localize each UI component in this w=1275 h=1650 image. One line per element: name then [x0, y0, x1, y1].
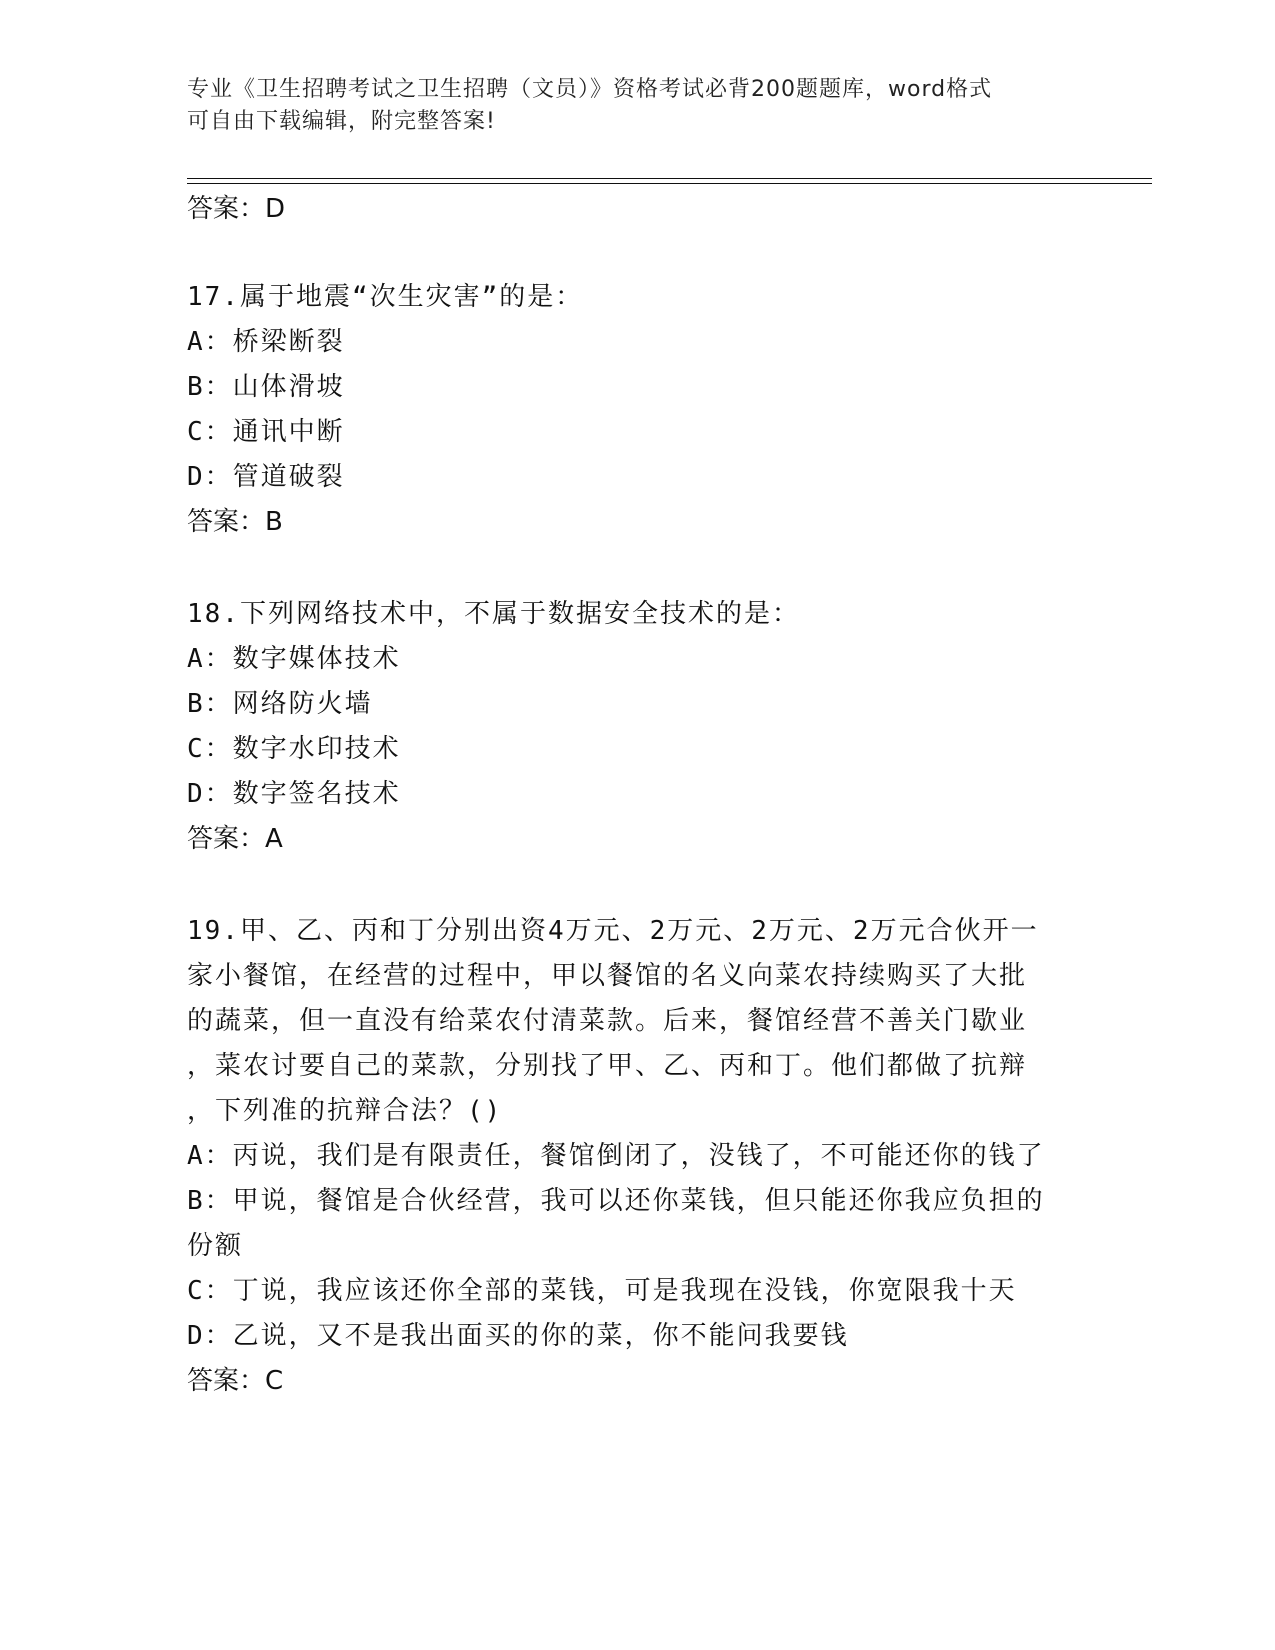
question-line: ，下列准的抗辩合法？() [187, 1096, 503, 1126]
header-line-1: 专业《卫生招聘考试之卫生招聘（文员）》资格考试必背200题题库，word格式 [187, 77, 993, 102]
question-text [187, 592, 1087, 637]
question-block [187, 275, 1087, 544]
option-a: A：桥梁断裂 [187, 327, 345, 357]
question-line: 19.甲、乙、丙和丁分别出资4万元、2万元、2万元、2万元合伙开一 [187, 916, 1039, 946]
answer: 答案：A [187, 824, 283, 854]
spacer [187, 231, 1087, 275]
option-d: D：数字签名技术 [187, 779, 401, 809]
document-header [187, 74, 1067, 138]
spacer [187, 861, 1087, 909]
header-divider-bottom [187, 183, 1152, 184]
question-line: 的蔬菜，但一直没有给菜农付清菜款。后来，餐馆经营不善关门歇业 [187, 1006, 1028, 1036]
option-c: C：数字水印技术 [187, 734, 401, 764]
question-line: 家小餐馆，在经营的过程中，甲以餐馆的名义向菜农持续购买了大批 [187, 961, 1028, 991]
question-text [187, 909, 1087, 1134]
option-c: C：通讯中断 [187, 417, 345, 447]
previous-answer: 答案：D [187, 194, 286, 224]
option-c: C：丁说，我应该还你全部的菜钱，可是我现在没钱，你宽限我十天 [187, 1276, 1017, 1306]
option-a: A：丙说，我们是有限责任，餐馆倒闭了，没钱了，不可能还你的钱了 [187, 1141, 1045, 1171]
question-line: 17.属于地震“次生灾害”的是： [187, 282, 584, 312]
option-d: D：管道破裂 [187, 462, 345, 492]
question-block [187, 592, 1087, 861]
header-divider-top [187, 178, 1152, 179]
header-line-2: 可自由下载编辑，附完整答案! [187, 109, 496, 134]
question-text [187, 275, 1087, 320]
answer: 答案：B [187, 507, 283, 537]
question-line: ，菜农讨要自己的菜款，分别找了甲、乙、丙和丁。他们都做了抗辩 [187, 1051, 1028, 1081]
spacer [187, 544, 1087, 592]
question-list [187, 187, 1087, 1403]
option-b: B：网络防火墙 [187, 689, 373, 719]
option-b: B：甲说，餐馆是合伙经营，我可以还你菜钱，但只能还你我应负担的 [187, 1186, 1045, 1216]
answer: 答案：C [187, 1366, 284, 1396]
option-d: D：乙说，又不是我出面买的你的菜，你不能问我要钱 [187, 1321, 849, 1351]
option-a: A：数字媒体技术 [187, 644, 401, 674]
question-line: 18.下列网络技术中，不属于数据安全技术的是： [187, 599, 800, 629]
option-b-continued: 份额 [187, 1231, 244, 1261]
question-block [187, 909, 1087, 1403]
option-b: B：山体滑坡 [187, 372, 345, 402]
